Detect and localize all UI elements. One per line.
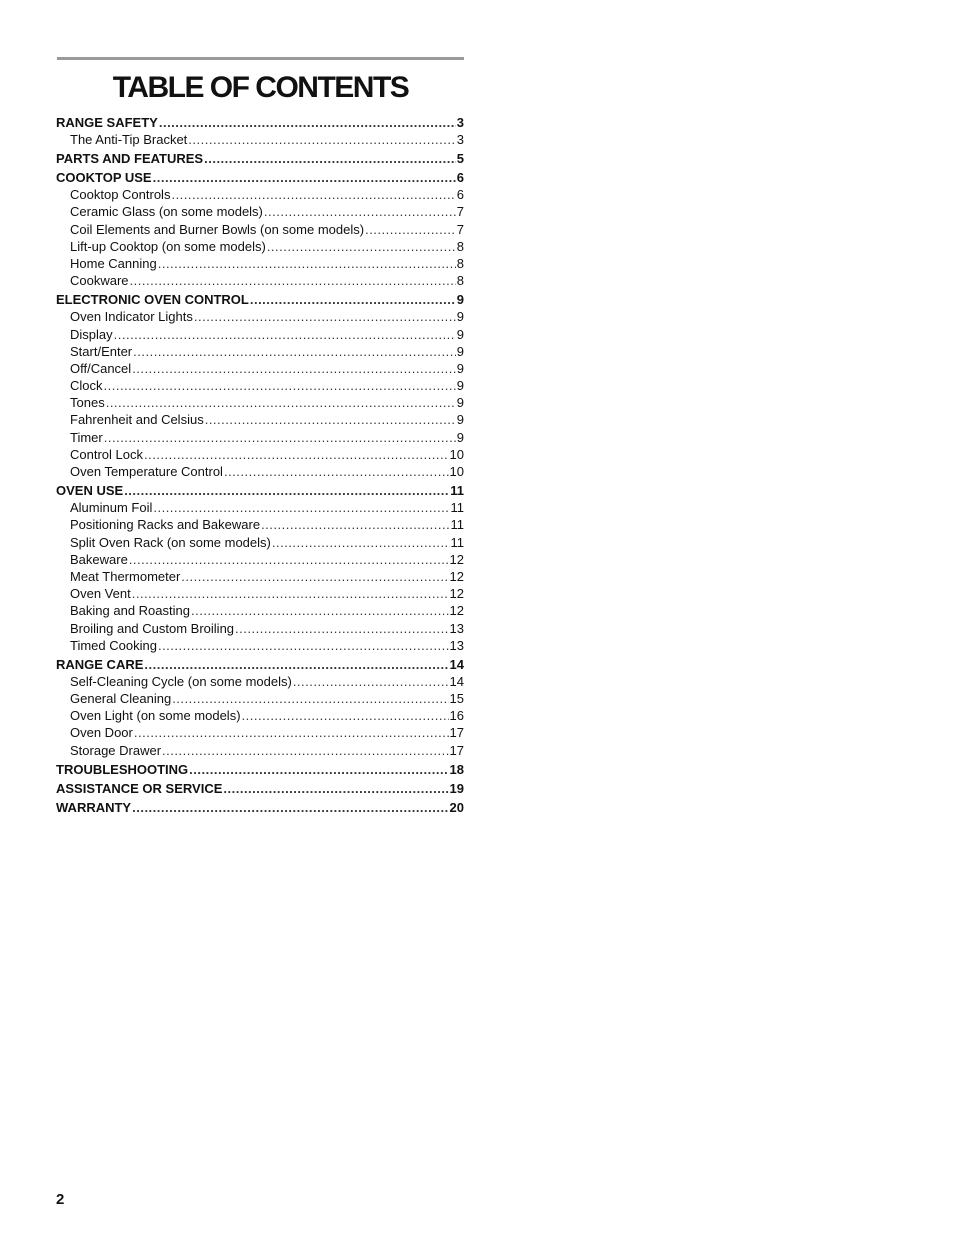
toc-entry-page: 9: [456, 343, 464, 359]
toc-entry-label: Baking and Roasting: [70, 603, 190, 619]
toc-subsection-entry[interactable]: [56, 411, 464, 428]
toc-entry-page: 14: [449, 656, 464, 672]
dot-leader: [129, 551, 449, 568]
toc-entry-label: Start/Enter: [70, 343, 133, 359]
toc-subsection-entry[interactable]: [56, 377, 464, 394]
toc-entry-page: 17: [449, 725, 464, 741]
dot-leader: [205, 411, 456, 428]
toc-entry-label: Control Lock: [70, 446, 143, 462]
toc-entry-label: Timed Cooking: [70, 637, 157, 653]
toc-entry-label: Ceramic Glass (on some models): [70, 204, 263, 220]
dot-leader: [242, 707, 449, 724]
toc-entry-page: 9: [456, 412, 464, 428]
toc-entry-label: RANGE CARE: [56, 656, 144, 672]
dot-leader: [124, 482, 449, 499]
toc-entry-label: Display: [70, 326, 113, 342]
toc-subsection-entry[interactable]: [56, 394, 464, 411]
toc-entry-label: Tones: [70, 395, 105, 411]
dot-leader: [191, 602, 449, 619]
toc-subsection-entry[interactable]: [56, 742, 464, 759]
toc-entry-page: 9: [456, 378, 464, 394]
toc-subsection-entry[interactable]: [56, 186, 464, 203]
toc-entry-page: 12: [449, 551, 464, 567]
page-title: TABLE OF CONTENTS: [112, 71, 409, 104]
dot-leader: [158, 637, 449, 654]
toc-entry-label: Oven Door: [70, 725, 133, 741]
toc-subsection-entry[interactable]: [56, 690, 464, 707]
toc-section-entry[interactable]: [56, 291, 464, 308]
dot-leader: [104, 377, 456, 394]
dot-leader: [104, 429, 456, 446]
toc-entry-page: 11: [450, 534, 464, 550]
toc-subsection-entry[interactable]: [56, 272, 464, 289]
toc-entry-label: Self-Cleaning Cycle (on some models): [70, 673, 292, 689]
dot-leader: [264, 203, 456, 220]
toc-entry-label: Clock: [70, 378, 103, 394]
toc-entry-page: 13: [449, 637, 464, 653]
toc-section-entry[interactable]: [56, 150, 464, 167]
toc-entry-label: Oven Light (on some models): [70, 708, 241, 724]
toc-entry-label: Broiling and Custom Broiling: [70, 620, 235, 636]
toc-entry-page: 13: [449, 620, 464, 636]
dot-leader: [224, 463, 449, 480]
toc-subsection-entry[interactable]: [56, 360, 464, 377]
toc-entry-label: PARTS AND FEATURES: [56, 151, 204, 167]
toc-subsection-entry[interactable]: [56, 221, 464, 238]
dot-leader: [172, 690, 448, 707]
toc-entry-page: 10: [449, 446, 464, 462]
toc-section-entry[interactable]: [56, 169, 464, 186]
toc-entry-page: 6: [456, 187, 464, 203]
toc-entry-label: Oven Indicator Lights: [70, 309, 193, 325]
toc-entry-page: 16: [449, 708, 464, 724]
toc-subsection-entry[interactable]: [56, 568, 464, 585]
toc-entry-page: 8: [456, 238, 464, 254]
toc-entry-label: Storage Drawer: [70, 742, 162, 758]
toc-entry-label: Cooktop Controls: [70, 187, 171, 203]
dot-leader: [365, 221, 456, 238]
dot-leader: [162, 742, 448, 759]
toc-entry-label: Split Oven Rack (on some models): [70, 534, 271, 550]
toc-entry-label: Oven Temperature Control: [70, 464, 223, 479]
toc-entry-page: 14: [449, 673, 464, 689]
dot-leader: [144, 446, 449, 463]
toc-entry-page: 3: [456, 115, 464, 130]
toc-entry-label: RANGE SAFETY: [56, 115, 158, 130]
toc-entry-label: The Anti-Tip Bracket: [70, 132, 188, 147]
dot-leader: [132, 799, 448, 816]
toc-entry-label: Fahrenheit and Celsius: [70, 412, 204, 428]
dot-leader: [134, 724, 449, 741]
toc-entry-label: TROUBLESHOOTING: [56, 761, 189, 777]
dot-leader: [181, 568, 448, 585]
toc-entry-label: Off/Cancel: [70, 360, 132, 376]
toc-entry-page: 11: [450, 517, 464, 533]
toc-entry-page: 15: [449, 691, 464, 707]
dot-leader: [114, 326, 456, 343]
toc-entry-page: 10: [449, 464, 464, 479]
toc-section-entry[interactable]: [56, 780, 464, 797]
toc-entry-label: Aluminum Foil: [70, 500, 153, 516]
toc-entry-label: Bakeware: [70, 551, 128, 567]
dot-leader: [171, 186, 455, 203]
title-rule: [57, 57, 464, 60]
toc-entry-page: 8: [456, 273, 464, 289]
page-number: 2: [56, 1191, 65, 1208]
dot-leader: [250, 291, 456, 308]
toc-entry-page: 20: [449, 799, 464, 815]
dot-leader: [194, 308, 456, 325]
dot-leader: [189, 761, 448, 778]
dot-leader: [130, 272, 456, 289]
toc-entry-page: 12: [449, 603, 464, 619]
toc-entry-page: 5: [456, 151, 464, 167]
dot-leader: [261, 516, 449, 533]
toc-subsection-entry[interactable]: [56, 446, 464, 463]
toc-subsection-entry[interactable]: [56, 673, 464, 690]
toc-entry-page: 9: [456, 326, 464, 342]
toc-entry-label: Oven Vent: [70, 586, 131, 602]
toc-entry-page: 12: [449, 586, 464, 602]
dot-leader: [158, 255, 456, 272]
toc-subsection-entry[interactable]: [56, 463, 464, 480]
dot-leader: [106, 394, 456, 411]
toc-subsection-entry[interactable]: [56, 255, 464, 272]
toc-entry-label: Home Canning: [70, 255, 157, 271]
toc-entry-label: Positioning Racks and Bakeware: [70, 517, 261, 533]
toc-subsection-entry[interactable]: [56, 707, 464, 724]
toc-subsection-entry[interactable]: [56, 534, 464, 551]
toc-section-entry[interactable]: [56, 761, 464, 778]
toc-entry-label: Timer: [70, 429, 103, 445]
dot-leader: [267, 238, 456, 255]
toc-subsection-entry[interactable]: [56, 326, 464, 343]
toc-entry-page: 7: [456, 221, 464, 237]
toc-entry-page: 9: [456, 429, 464, 445]
toc-entry-page: 9: [456, 309, 464, 325]
toc-subsection-entry[interactable]: [56, 238, 464, 255]
toc-entry-page: 18: [449, 761, 464, 777]
toc-entry-label: OVEN USE: [56, 483, 124, 499]
toc-subsection-entry[interactable]: [56, 620, 464, 637]
toc-entry-page: 9: [456, 395, 464, 411]
toc-subsection-entry[interactable]: [56, 724, 464, 741]
toc-entry-page: 12: [449, 568, 464, 584]
toc-entry-label: Meat Thermometer: [70, 568, 181, 584]
toc-entry-page: 9: [456, 360, 464, 376]
dot-leader: [204, 150, 456, 167]
toc-subsection-entry[interactable]: [56, 551, 464, 568]
toc-subsection-entry[interactable]: [56, 429, 464, 446]
toc-subsection-entry[interactable]: [56, 602, 464, 619]
toc-entry-page: 8: [456, 255, 464, 271]
table-of-contents: [56, 114, 464, 816]
toc-subsection-entry[interactable]: [56, 131, 464, 148]
toc-entry-label: ELECTRONIC OVEN CONTROL: [56, 292, 249, 308]
toc-subsection-entry[interactable]: [56, 203, 464, 220]
dot-leader: [188, 131, 455, 148]
dot-leader: [153, 169, 456, 186]
dot-leader: [235, 620, 449, 637]
dot-leader: [223, 780, 448, 797]
toc-entry-page: 11: [450, 500, 464, 516]
toc-entry-page: 19: [449, 780, 464, 796]
toc-subsection-entry[interactable]: [56, 516, 464, 533]
toc-entry-page: 7: [456, 204, 464, 220]
toc-entry-page: 3: [456, 132, 464, 147]
toc-entry-label: General Cleaning: [70, 691, 172, 707]
toc-entry-label: ASSISTANCE OR SERVICE: [56, 780, 223, 796]
toc-subsection-entry[interactable]: [56, 637, 464, 654]
toc-section-entry[interactable]: [56, 656, 464, 673]
toc-entry-page: 9: [456, 292, 464, 308]
toc-entry-label: Lift-up Cooktop (on some models): [70, 238, 266, 254]
toc-section-entry[interactable]: [56, 114, 464, 131]
toc-entry-page: 6: [456, 170, 464, 186]
dot-leader: [132, 360, 456, 377]
toc-subsection-entry[interactable]: [56, 343, 464, 360]
toc-section-entry[interactable]: [56, 799, 464, 816]
dot-leader: [132, 585, 449, 602]
dot-leader: [133, 343, 456, 360]
toc-entry-label: Coil Elements and Burner Bowls (on some models): [70, 221, 365, 237]
toc-entry-label: Cookware: [70, 273, 129, 289]
dot-leader: [293, 673, 449, 690]
dot-leader: [272, 534, 450, 551]
toc-entry-label: COOKTOP USE: [56, 170, 152, 186]
toc-entry-page: 17: [449, 742, 464, 758]
dot-leader: [144, 656, 448, 673]
toc-entry-page: 11: [450, 483, 464, 499]
dot-leader: [153, 499, 449, 516]
toc-subsection-entry[interactable]: [56, 499, 464, 516]
toc-entry-label: WARRANTY: [56, 799, 132, 815]
toc-subsection-entry[interactable]: [56, 585, 464, 602]
dot-leader: [159, 114, 456, 131]
toc-subsection-entry[interactable]: [56, 308, 464, 325]
toc-section-entry[interactable]: [56, 482, 464, 499]
